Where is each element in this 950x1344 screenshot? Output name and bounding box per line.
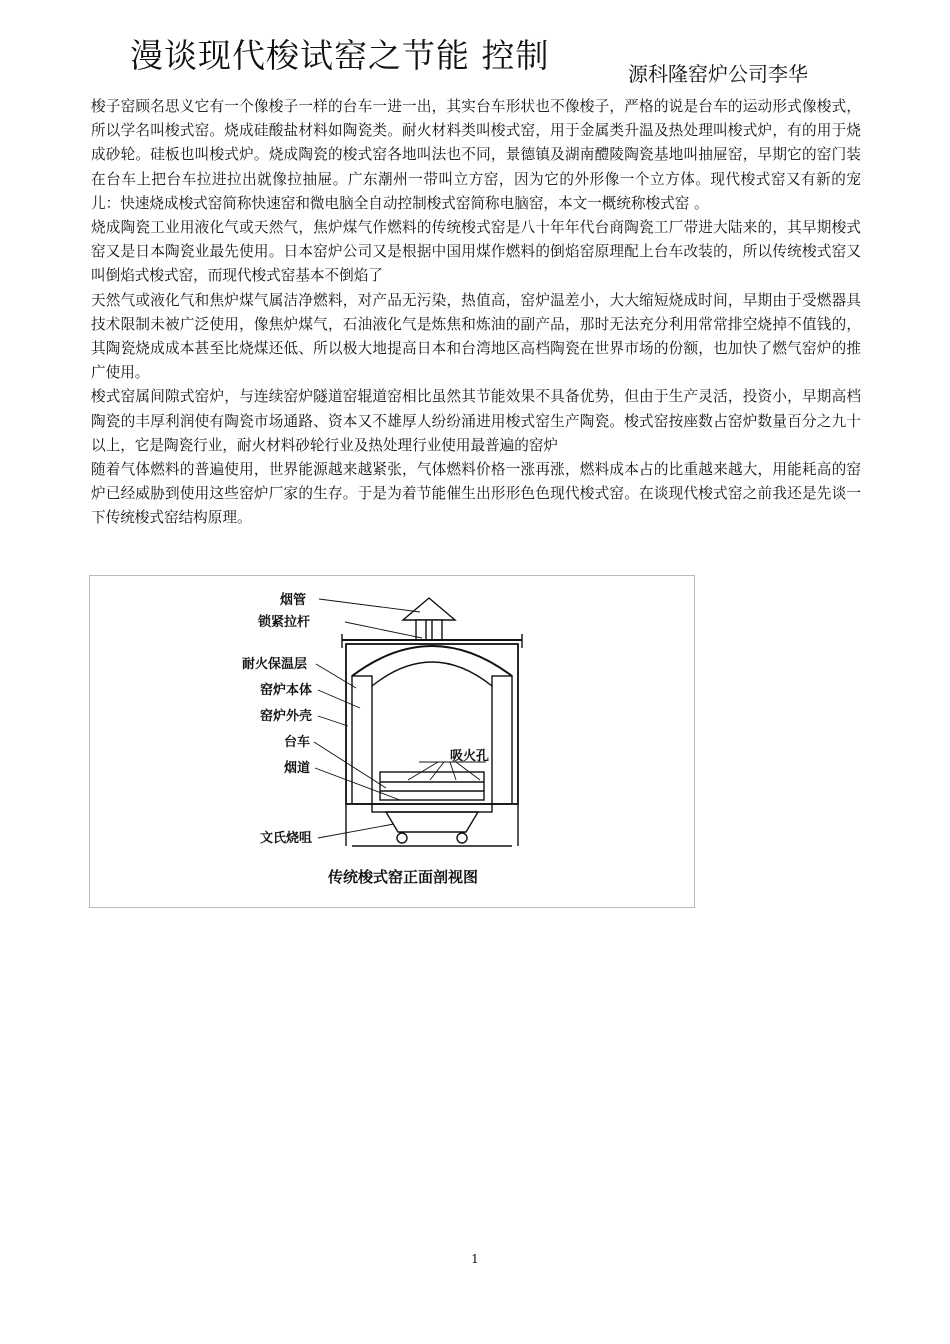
label-suction-holes: 吸火孔 xyxy=(450,749,490,764)
body-text xyxy=(91,95,861,531)
paragraph-3: 天然气或液化气和焦炉煤气属洁净燃料，对产品无污染，热值高，窑炉温差小，大大缩短烧成时间，早期由于受燃器具技术限制未被广泛使用，像焦炉煤气，石油液化气是炼焦和炼油的副产品，那时无法充分利用常常排空烧掉不值钱的，其陶瓷烧成成本甚至比烧煤还低、所以极大地提高日本和台湾地区高档陶瓷在世界市场的份额，也加快了燃气窑炉的推广使用。 xyxy=(91,291,861,382)
label-chimney: 烟管 xyxy=(280,593,307,608)
document-title: 漫谈现代梭试窑之节能 控制 xyxy=(130,36,550,75)
paragraph-4: 梭式窑属间隙式窑炉，与连续窑炉隧道窑辊道窑相比虽然其节能效果不具备优势，但由于生产灵活，投资小，早期高档陶瓷的丰厚利润使有陶瓷市场通路、资本又不雄厚人纷纷涌进用梭式窑生产陶瓷。梭式窑按座数占窑炉数量百分之九十以上，它是陶瓷行业，耐火材料砂轮行业及热处理行业使用最普遍的窑炉 xyxy=(91,388,861,454)
label-flue: 烟道 xyxy=(284,761,311,776)
label-insulation: 耐火保温层 xyxy=(242,657,308,672)
paragraph-2: 烧成陶瓷工业用液化气或天然气，焦炉煤气作燃料的传统梭式窑是八十年年代台商陶瓷工厂带进大陆来的，其早期梭式窑又是日本陶瓷业最先使用。日本窑炉公司又是根据中国用煤作燃料的倒焰窑原理配上台车改装的，所以传统梭式窑又叫倒焰式梭式窑，而现代梭式窑基本不倒焰了 xyxy=(91,219,861,285)
paragraph-1: 梭子窑顾名思义它有一个像梭子一样的台车一进一出，其实台车形状也不像梭子，严格的说是台车的运动形式像梭式，所以学名叫梭式窑。烧成硅酸盐材料如陶瓷类。耐火材料类叫梭式窑，用于金属类升温及热处理叫梭式炉，有的用于烧成砂轮。硅板也叫梭式炉。烧成陶瓷的梭式窑各地叫法也不同，景德镇及湖南醴陵陶瓷基地叫抽屉窑，早期它的窑门装在台车上把台车拉进拉出就像拉抽屉。广东潮州一带叫立方窑，因为它的外形像一个立方体。现代梭式窑又有新的宠儿：快速烧成梭式窑简称快速窑和微电脑全自动控制梭式窑简称电脑窑，本文一概统称梭式窑 。 xyxy=(91,98,861,212)
figure-caption: 传统梭式窑正面剖视图 xyxy=(328,868,479,886)
label-tie-rod: 锁紧拉杆 xyxy=(258,615,311,630)
label-kiln-shell: 窑炉外壳 xyxy=(260,709,313,724)
page-number: 1 xyxy=(471,1252,479,1266)
kiln-cross-section-diagram xyxy=(90,576,694,907)
label-kiln-body: 窑炉本体 xyxy=(260,683,313,698)
kiln-diagram-figure xyxy=(89,575,695,908)
label-burner: 文氏烧咀 xyxy=(260,831,313,846)
label-car: 台车 xyxy=(284,735,311,750)
paragraph-5: 随着气体燃料的普遍使用，世界能源越来越紧张，气体燃料价格一涨再涨，燃料成本占的比重越来越大，用能耗高的窑炉已经威胁到使用这些窑炉厂家的生存。于是为着节能催生出形形色色现代梭式窑。在谈现代梭式窑之前我还是先谈一下传统梭式窑结构原理。 xyxy=(91,461,861,527)
author-line: 源科隆窑炉公司李华 xyxy=(628,62,808,86)
